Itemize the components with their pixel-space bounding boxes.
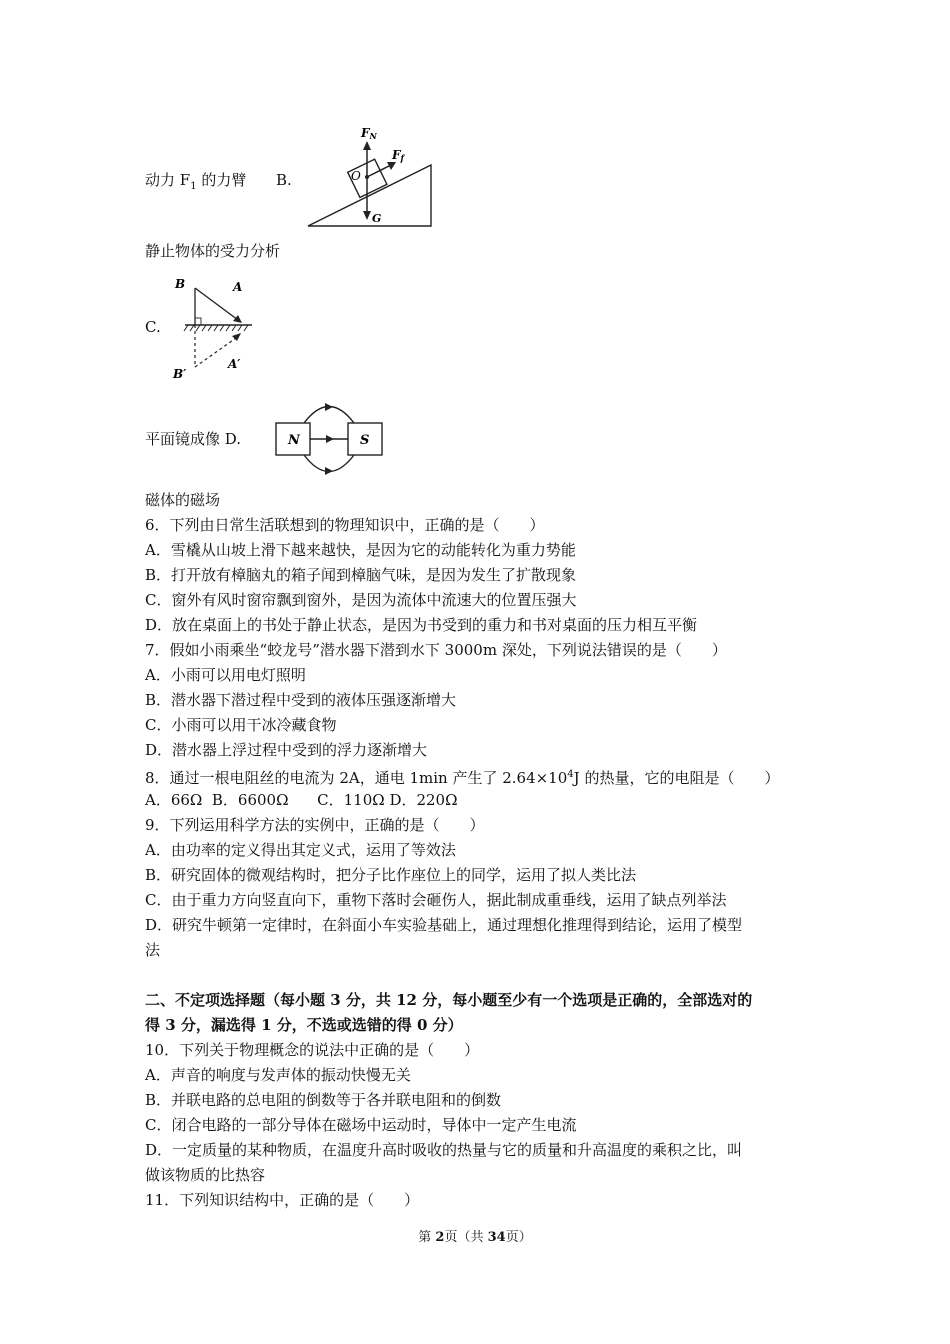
a-prime-label: A′	[228, 357, 241, 371]
footer-post: 页）	[505, 1230, 532, 1245]
q8-options: A．66Ω B．6600Ω C．110Ω D．220Ω	[145, 791, 458, 809]
q7-option-b: B．潜水器下潜过程中受到的液体压强逐渐增大	[145, 691, 457, 709]
middle-arrowhead	[326, 435, 334, 443]
q8-stem-pre: 8．通过一根电阻丝的电流为 2A，通电 1min 产生了 2.64×10	[145, 769, 568, 787]
n-label: N	[288, 433, 300, 448]
q8-stem-sup: 4	[567, 769, 574, 780]
q8-stem	[145, 765, 779, 788]
section-2-heading: 二、不定项选择题（每小题 3 分，共 12 分，每小题至少有一个选项是正确的，全部选对的	[145, 991, 753, 1009]
plane-mirror-diagram	[170, 272, 260, 384]
q6-option-a: A．雪橇从山坡上滑下越来越快，是因为它的动能转化为重力势能	[145, 541, 576, 559]
footer-page-number: 2	[435, 1230, 445, 1245]
page-footer	[0, 1226, 950, 1245]
incline-triangle	[308, 165, 431, 226]
g-arrowhead	[363, 211, 371, 220]
s-label: S	[360, 433, 370, 448]
option-c-label: C.	[145, 318, 161, 336]
a-label: A	[233, 280, 243, 294]
q7-stem: 7．假如小雨乘坐“蛟龙号”潜水器下潜到水下 3000m 深处，下列说法错误的是（ ）	[145, 641, 727, 659]
a-prime-arrowhead	[232, 333, 241, 341]
section-2-heading-continued: 得 3 分，漏选得 1 分，不选或选错的得 0 分）	[145, 1016, 463, 1034]
footer-total-pages: 34	[487, 1230, 506, 1245]
footer-mid: 页（共	[444, 1230, 488, 1245]
q11-stem: 11．下列知识结构中，正确的是（ ）	[145, 1191, 420, 1209]
figure-a-caption-text-post: 的力臂	[196, 171, 247, 189]
g-label: G	[372, 212, 382, 225]
q8-stem-post: J 的热量，它的电阻是（ ）	[573, 769, 780, 787]
origin-point	[365, 175, 369, 179]
q9-option-d: D．研究牛顿第一定律时，在斜面小车实验基础上，通过理想化推理得到结论，运用了模型	[145, 916, 743, 934]
ff-label-sub: f	[400, 153, 404, 163]
o-label: O	[351, 169, 361, 183]
ab-arrowhead	[233, 315, 242, 323]
right-angle-mark	[195, 318, 201, 325]
q7-option-c: C．小雨可以用干冰冷藏食物	[145, 716, 337, 734]
q9-option-b: B．研究固体的微观结构时，把分子比作座位上的同学，运用了拟人类比法	[145, 866, 637, 884]
b-prime-label: B′	[173, 367, 187, 381]
q7-option-a: A．小雨可以用电灯照明	[145, 666, 306, 684]
figure-b-caption: 静止物体的受力分析	[145, 242, 281, 260]
mirror-hatching	[184, 325, 248, 331]
figure-a-caption-sub: 1	[190, 181, 197, 192]
q6-option-b: B．打开放有樟脑丸的箱子闻到樟脑气味，是因为发生了扩散现象	[145, 566, 577, 584]
q6-stem: 6．下列由日常生活联想到的物理知识中，正确的是（ ）	[145, 516, 545, 534]
svg-text:FN	[360, 126, 378, 141]
fn-arrowhead	[363, 141, 371, 150]
q6-option-d: D．放在桌面上的书处于静止状态，是因为书受到的重力和书对桌面的压力相互平衡	[145, 616, 698, 634]
figure-d-caption: 磁体的磁场	[145, 491, 221, 509]
fn-label-sub: N	[369, 131, 377, 141]
q10-option-a: A．声音的响度与发声体的振动快慢无关	[145, 1066, 411, 1084]
q9-option-d-continued: 法	[145, 941, 161, 959]
lower-arrowhead	[325, 467, 333, 475]
q9-option-a: A．由功率的定义得出其定义式，运用了等效法	[145, 841, 456, 859]
svg-text:Ff	[391, 148, 406, 163]
q10-option-d-continued: 做该物质的比热容	[145, 1166, 266, 1184]
figure-a-caption-text: 动力 F	[145, 171, 191, 189]
q9-stem: 9．下列运用科学方法的实例中，正确的是（ ）	[145, 816, 485, 834]
fn-label: F	[361, 126, 370, 140]
q6-option-c: C．窗外有风时窗帘飘到窗外，是因为流体中流速大的位置压强大	[145, 591, 577, 609]
figure-a-caption	[145, 170, 246, 197]
option-b-label: B.	[276, 171, 292, 189]
ab-arrow	[195, 288, 238, 320]
q10-option-c: C．闭合电路的一部分导体在磁场中运动时，导体中一定产生电流	[145, 1116, 577, 1134]
q10-option-d: D．一定质量的某种物质，在温度升高时吸收的热量与它的质量和升高温度的乘积之比，叫	[145, 1141, 743, 1159]
ff-label: F	[392, 148, 401, 162]
q10-option-b: B．并联电路的总电阻的倒数等于各并联电阻和的倒数	[145, 1091, 502, 1109]
q7-option-d: D．潜水器上浮过程中受到的浮力逐渐增大	[145, 741, 428, 759]
figure-c-caption: 平面镜成像 D.	[145, 430, 242, 448]
magnet-field-diagram	[274, 396, 384, 478]
incline-force-diagram	[305, 125, 435, 230]
footer-pre: 第	[418, 1230, 436, 1245]
b-label: B	[175, 277, 186, 291]
q10-stem: 10．下列关于物理概念的说法中正确的是（ ）	[145, 1041, 480, 1059]
q9-option-c: C．由于重力方向竖直向下，重物下落时会砸伤人，据此制成重垂线，运用了缺点列举法	[145, 891, 727, 909]
upper-arrowhead	[325, 403, 333, 411]
